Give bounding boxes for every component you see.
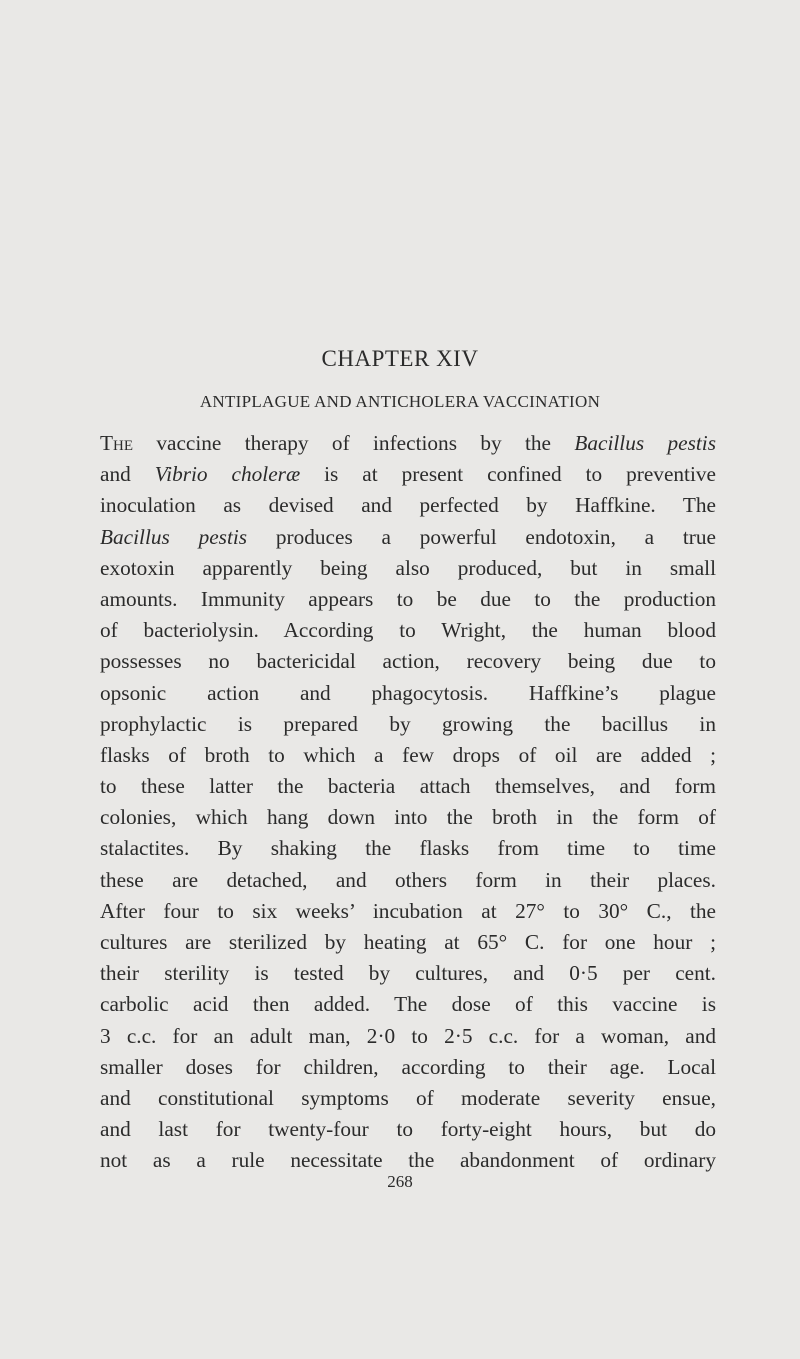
text-line: their sterility is tested by cultures, and 0·5 per cent.: [100, 961, 716, 986]
text-run: and: [100, 462, 155, 487]
text-line: and constitutional symptoms of moderate severity ensue,: [100, 1085, 716, 1110]
text-line: opsonic action and phagocytosis. Haffkine’s plague: [100, 680, 716, 705]
body-paragraph: [100, 428, 716, 1177]
text-line: and last for twenty-four to forty-eight hours, but do: [100, 1117, 716, 1142]
text-line: prophylactic is prepared by growing the bacillus in: [100, 711, 716, 736]
italic-term: Bacillus pestis: [574, 431, 716, 455]
chapter-title: CHAPTER XIV: [321, 346, 479, 371]
italic-term: Bacillus pestis: [100, 524, 248, 549]
text-run: The: [100, 431, 134, 455]
text-line: exotoxin apparently being also produced, but in small: [100, 555, 716, 580]
text-line: stalactites. By shaking the flasks from time to time: [100, 836, 716, 861]
text-line: [100, 428, 716, 459]
text-line: of bacteriolysin. According to Wright, the human blood: [100, 618, 716, 643]
text-line: 3 c.c. for an adult man, 2·0 to 2·5 c.c. for a woman, and: [100, 1023, 716, 1048]
text-line: [100, 459, 716, 490]
chapter-subtitle: ANTIPLAGUE AND ANTICHOLERA VACCINATION: [199, 392, 601, 411]
text-line: these are detached, and others form in their places.: [100, 867, 716, 892]
text-line: flasks of broth to which a few drops of oil are added ;: [100, 742, 716, 767]
text-run: vaccine therapy of infections by the: [133, 431, 575, 455]
text-line: to these latter the bacteria attach themselves, and form: [100, 774, 716, 799]
page-number: 268: [387, 1172, 413, 1191]
text-line: carbolic acid then added. The dose of this vaccine is: [100, 992, 716, 1017]
italic-term: Vibrio choleræ: [154, 462, 301, 487]
text-line: After four to six weeks’ incubation at 27° to 30° C., the: [100, 898, 716, 923]
text-line: inoculation as devised and perfected by Haffkine. The: [100, 493, 716, 518]
text-run: is at present confined to preventive: [300, 462, 716, 487]
text-line: cultures are sterilized by heating at 65° C. for one hour ;: [100, 930, 716, 954]
text-line: possesses no bactericidal action, recovery being due to: [100, 649, 716, 674]
text-line: [100, 522, 716, 553]
text-line: colonies, which hang down into the broth in the form of: [100, 805, 716, 830]
text-run: produces a powerful endotoxin, a true: [247, 524, 716, 549]
text-line: amounts. Immunity appears to be due to the production: [100, 586, 716, 611]
text-line: not as a rule necessitate the abandonment of ordinary: [100, 1148, 716, 1173]
text-line: smaller doses for children, according to their age. Local: [100, 1054, 716, 1079]
